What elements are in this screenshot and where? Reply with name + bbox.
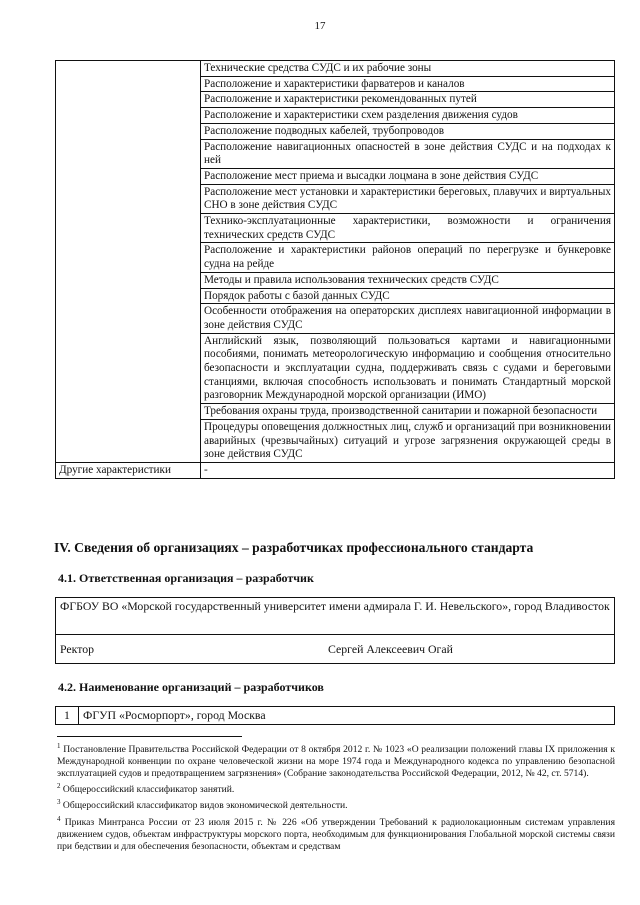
knowledge-item: Процедуры оповещения должностных лиц, служб и организаций при возникновении аварийных (чрезвычайных) ситуаций и угрозе загрязнения окружающей среды в зоне действия СУДС bbox=[201, 419, 615, 462]
knowledge-item: Технико-эксплуатационные характеристики, возможности и ограничения технических средств СУДС bbox=[201, 214, 615, 243]
signer-position: Ректор bbox=[60, 641, 95, 656]
page-number: 17 bbox=[314, 20, 326, 32]
footnote-text: Общероссийский классификатор занятий. bbox=[62, 784, 235, 796]
footnote bbox=[57, 780, 615, 796]
knowledge-row bbox=[56, 61, 615, 77]
developer-name: ФГУП «Росморпорт», город Москва bbox=[79, 707, 615, 725]
footnote-mark: 2 bbox=[57, 782, 61, 791]
responsible-org-name: ФГБОУ ВО «Морской государственный университет имени адмирала Г. И. Невельского», город Владивосток bbox=[56, 598, 615, 635]
footnote-rule bbox=[57, 736, 242, 737]
knowledge-item: Порядок работы с базой данных СУДС bbox=[201, 288, 615, 304]
footnote-text: Общероссийский классификатор видов экономической деятельности. bbox=[62, 800, 348, 812]
knowledge-item: Требования охраны труда, производственной санитарии и пожарной безопасности bbox=[201, 404, 615, 420]
other-characteristics-row bbox=[56, 462, 615, 478]
footnote-mark: 1 bbox=[57, 742, 61, 750]
knowledge-item: Расположение навигационных опасностей в зоне действия СУДС и на подходах к ней bbox=[201, 139, 615, 168]
knowledge-label-cell bbox=[56, 61, 201, 463]
knowledge-item: Расположение и характеристики фарватеров и каналов bbox=[201, 76, 615, 92]
knowledge-item: Расположение подводных кабелей, трубопроводов bbox=[201, 123, 615, 139]
footnote-mark: 4 bbox=[57, 814, 61, 823]
knowledge-item: Расположение и характеристики схем разделения движения судов bbox=[201, 108, 615, 124]
knowledge-item: Расположение мест установки и характеристики береговых, плавучих и виртуальных СНО в зоне действия СУДС bbox=[201, 184, 615, 213]
developer-number: 1 bbox=[56, 707, 79, 725]
developer-row bbox=[56, 707, 615, 725]
signer-name: Сергей Алексеевич Огай bbox=[328, 641, 453, 656]
section-heading: IV. Сведения об организациях – разработчиках профессионального стандарта bbox=[54, 540, 534, 555]
other-characteristics-label: Другие характеристики bbox=[56, 462, 201, 478]
footnote-mark: 3 bbox=[57, 798, 61, 807]
footnote-text: Приказ Минтранса России от 23 июля 2015 г. № 226 «Об утверждении Требований к радиолокационным системам управления движением судов, объектам инфраструктуры морского порта, необходимым для функционирования Глобальной морской системы связи при бедствии и для обеспечения безопасности, объектам и средствам bbox=[57, 816, 615, 852]
knowledge-item: Технические средства СУДС и их рабочие зоны bbox=[201, 61, 615, 77]
footnotes bbox=[57, 740, 615, 853]
knowledge-item: Расположение мест приема и высадки лоцмана в зоне действия СУДС bbox=[201, 168, 615, 184]
knowledge-item: Английский язык, позволяющий пользоваться картами и навигационными пособиями, понимать метеорологическую информацию и сообщения относительно безопасности и эксплуатации судна, поддерживать связь с судами и береговыми станциями, включая способность использовать и понимать Стандартный морской разговорник Международной морской организации (ИМО) bbox=[201, 333, 615, 404]
knowledge-item: Методы и правила использования технических средств СУДС bbox=[201, 272, 615, 288]
footnote bbox=[57, 796, 615, 812]
footnote bbox=[57, 813, 615, 853]
subsection-4-2-heading: 4.2. Наименование организаций – разработчиков bbox=[58, 680, 324, 694]
footnote-text: Постановление Правительства Российской Федерации от 8 октября 2012 г. № 1023 «О реализации положений главы IX приложения к Международной конвенции по охране человеческой жизни на море 1974 года и Международного кодекса по управлению безопасной эксплуатацией судов и предотвращением загрязнения» (Собрание законодательства Российской Федерации, 2012, № 42, ст. 5714). bbox=[57, 744, 615, 780]
knowledge-item: Особенности отображения на операторских дисплеях навигационной информации в зоне действия СУДС bbox=[201, 304, 615, 333]
knowledge-item: Расположение и характеристики рекомендованных путей bbox=[201, 92, 615, 108]
developers-table bbox=[55, 706, 615, 725]
footnote bbox=[57, 740, 615, 780]
subsection-4-1-heading: 4.1. Ответственная организация – разработчик bbox=[58, 571, 314, 585]
other-characteristics-value: - bbox=[201, 462, 615, 478]
knowledge-table bbox=[55, 60, 615, 479]
knowledge-item: Расположение и характеристики районов операций по перегрузке и бункеровке судна на рейде bbox=[201, 243, 615, 272]
responsible-org-box bbox=[55, 597, 615, 664]
